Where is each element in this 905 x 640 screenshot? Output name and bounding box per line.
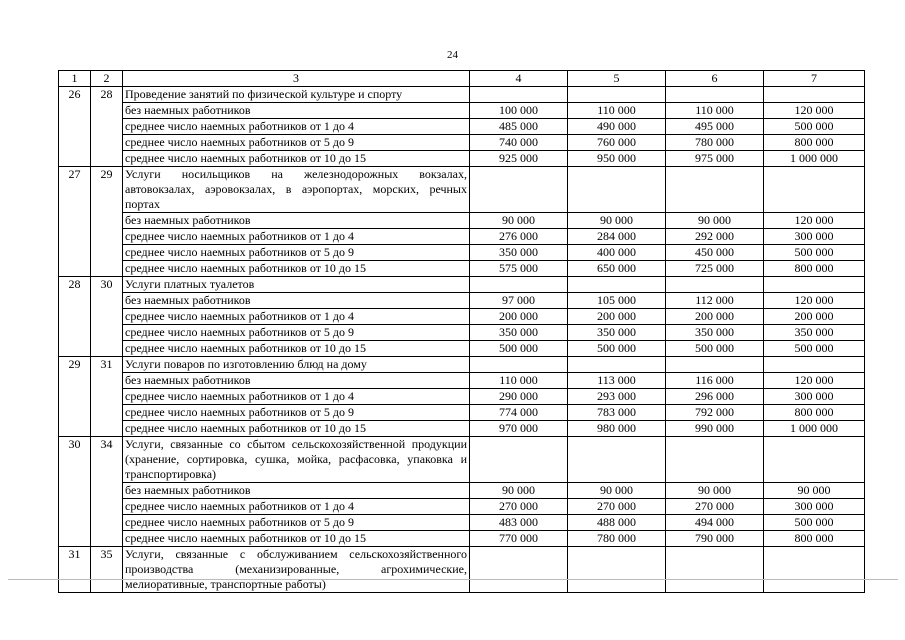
table-row	[59, 135, 865, 151]
value-cell: 725 000	[666, 261, 764, 277]
empty-cell	[470, 437, 568, 483]
value-cell: 800 000	[764, 405, 865, 421]
row-label: среднее число наемных работников от 10 до 15	[123, 261, 470, 277]
value-cell: 783 000	[568, 405, 666, 421]
value-cell: 500 000	[764, 119, 865, 135]
page-number: 24	[447, 49, 458, 61]
empty-cell	[764, 547, 865, 593]
value-cell: 105 000	[568, 293, 666, 309]
header-cell: 2	[91, 71, 123, 87]
empty-cell	[470, 277, 568, 293]
value-cell: 200 000	[764, 309, 865, 325]
value-cell: 300 000	[764, 389, 865, 405]
table-row	[59, 325, 865, 341]
row-label: без наемных работников	[123, 293, 470, 309]
value-cell: 483 000	[470, 515, 568, 531]
row-label: без наемных работников	[123, 373, 470, 389]
empty-cell	[568, 277, 666, 293]
value-cell: 97 000	[470, 293, 568, 309]
row-label: среднее число наемных работников от 1 до 4	[123, 499, 470, 515]
section-title: Услуги поваров по изготовлению блюд на дому	[123, 357, 470, 373]
empty-cell	[470, 547, 568, 593]
value-cell: 650 000	[568, 261, 666, 277]
value-cell: 760 000	[568, 135, 666, 151]
section-number: 29	[59, 357, 91, 437]
value-cell: 774 000	[470, 405, 568, 421]
empty-cell	[666, 167, 764, 213]
value-cell: 500 000	[764, 245, 865, 261]
value-cell: 494 000	[666, 515, 764, 531]
row-label: среднее число наемных работников от 5 до 9	[123, 515, 470, 531]
empty-cell	[666, 547, 764, 593]
value-cell: 292 000	[666, 229, 764, 245]
section-code: 31	[91, 357, 123, 437]
empty-cell	[764, 87, 865, 103]
value-cell: 350 000	[764, 325, 865, 341]
value-cell: 780 000	[666, 135, 764, 151]
table-row	[59, 421, 865, 437]
value-cell: 270 000	[470, 499, 568, 515]
empty-cell	[764, 277, 865, 293]
section-row	[59, 167, 865, 213]
row-label: среднее число наемных работников от 5 до 9	[123, 245, 470, 261]
value-cell: 200 000	[568, 309, 666, 325]
table-row	[59, 515, 865, 531]
table-row	[59, 405, 865, 421]
value-cell: 90 000	[470, 213, 568, 229]
empty-cell	[568, 87, 666, 103]
value-cell: 500 000	[470, 341, 568, 357]
row-label: без наемных работников	[123, 213, 470, 229]
empty-cell	[764, 167, 865, 213]
value-cell: 495 000	[666, 119, 764, 135]
section-number: 31	[59, 547, 91, 593]
value-cell: 200 000	[470, 309, 568, 325]
tariff-table	[58, 70, 865, 593]
table-row	[59, 119, 865, 135]
table-row	[59, 309, 865, 325]
section-code: 30	[91, 277, 123, 357]
table-row	[59, 213, 865, 229]
value-cell: 90 000	[666, 483, 764, 499]
value-cell: 450 000	[666, 245, 764, 261]
value-cell: 950 000	[568, 151, 666, 167]
value-cell: 120 000	[764, 373, 865, 389]
value-cell: 270 000	[568, 499, 666, 515]
table-body	[59, 87, 865, 593]
row-label: среднее число наемных работников от 1 до 4	[123, 309, 470, 325]
value-cell: 350 000	[666, 325, 764, 341]
value-cell: 500 000	[568, 341, 666, 357]
header-cell: 3	[123, 71, 470, 87]
table-row	[59, 499, 865, 515]
empty-cell	[470, 167, 568, 213]
value-cell: 296 000	[666, 389, 764, 405]
value-cell: 90 000	[764, 483, 865, 499]
section-row	[59, 437, 865, 483]
value-cell: 770 000	[470, 531, 568, 547]
value-cell: 488 000	[568, 515, 666, 531]
value-cell: 110 000	[568, 103, 666, 119]
value-cell: 90 000	[470, 483, 568, 499]
row-label: среднее число наемных работников от 5 до 9	[123, 325, 470, 341]
empty-cell	[764, 357, 865, 373]
value-cell: 284 000	[568, 229, 666, 245]
section-title: Услуги, связанные со сбытом сельскохозяйственной продукции (хранение, сортировка, сушка, мойка, расфасовка, упаковка и транспортировка)	[123, 437, 470, 483]
value-cell: 970 000	[470, 421, 568, 437]
section-row	[59, 87, 865, 103]
table-row	[59, 293, 865, 309]
section-title: Услуги, связанные с обслуживанием сельскохозяйственного производства (механизированные, агрохимические, мелиоративные, транспортные работы)	[123, 547, 470, 593]
value-cell: 90 000	[568, 483, 666, 499]
section-code: 35	[91, 547, 123, 593]
section-row	[59, 357, 865, 373]
empty-cell	[568, 547, 666, 593]
header-row	[59, 71, 865, 87]
empty-cell	[568, 437, 666, 483]
value-cell: 400 000	[568, 245, 666, 261]
value-cell: 500 000	[666, 341, 764, 357]
value-cell: 290 000	[470, 389, 568, 405]
page-edge-line	[8, 579, 898, 580]
value-cell: 792 000	[666, 405, 764, 421]
header-cell: 4	[470, 71, 568, 87]
table-row	[59, 389, 865, 405]
section-number: 26	[59, 87, 91, 167]
empty-cell	[666, 277, 764, 293]
empty-cell	[764, 437, 865, 483]
header-cell: 5	[568, 71, 666, 87]
value-cell: 1 000 000	[764, 421, 865, 437]
value-cell: 300 000	[764, 499, 865, 515]
table-row	[59, 103, 865, 119]
row-label: среднее число наемных работников от 1 до 4	[123, 389, 470, 405]
table-row	[59, 151, 865, 167]
value-cell: 200 000	[666, 309, 764, 325]
value-cell: 350 000	[568, 325, 666, 341]
table-row	[59, 483, 865, 499]
value-cell: 800 000	[764, 135, 865, 151]
section-row	[59, 277, 865, 293]
row-label: среднее число наемных работников от 1 до 4	[123, 119, 470, 135]
table-row	[59, 229, 865, 245]
value-cell: 276 000	[470, 229, 568, 245]
value-cell: 790 000	[666, 531, 764, 547]
section-code: 29	[91, 167, 123, 277]
value-cell: 500 000	[764, 515, 865, 531]
value-cell: 120 000	[764, 213, 865, 229]
value-cell: 740 000	[470, 135, 568, 151]
value-cell: 270 000	[666, 499, 764, 515]
section-code: 28	[91, 87, 123, 167]
empty-cell	[470, 357, 568, 373]
empty-cell	[470, 87, 568, 103]
value-cell: 300 000	[764, 229, 865, 245]
section-title: Услуги носильщиков на железнодорожных вокзалах, автовокзалах, аэровокзалах, в аэропортах, морских, речных портах	[123, 167, 470, 213]
value-cell: 800 000	[764, 531, 865, 547]
value-cell: 925 000	[470, 151, 568, 167]
value-cell: 990 000	[666, 421, 764, 437]
value-cell: 90 000	[568, 213, 666, 229]
table-row	[59, 261, 865, 277]
empty-cell	[666, 437, 764, 483]
empty-cell	[666, 357, 764, 373]
table-row	[59, 245, 865, 261]
header-cell: 6	[666, 71, 764, 87]
section-number: 28	[59, 277, 91, 357]
value-cell: 485 000	[470, 119, 568, 135]
row-label: среднее число наемных работников от 5 до 9	[123, 135, 470, 151]
value-cell: 980 000	[568, 421, 666, 437]
row-label: без наемных работников	[123, 103, 470, 119]
empty-cell	[568, 167, 666, 213]
header-cell: 7	[764, 71, 865, 87]
value-cell: 500 000	[764, 341, 865, 357]
value-cell: 780 000	[568, 531, 666, 547]
row-label: среднее число наемных работников от 10 до 15	[123, 341, 470, 357]
table-row	[59, 341, 865, 357]
row-label: среднее число наемных работников от 1 до 4	[123, 229, 470, 245]
section-code: 34	[91, 437, 123, 547]
value-cell: 90 000	[666, 213, 764, 229]
value-cell: 293 000	[568, 389, 666, 405]
value-cell: 1 000 000	[764, 151, 865, 167]
value-cell: 350 000	[470, 245, 568, 261]
header-cell: 1	[59, 71, 91, 87]
value-cell: 800 000	[764, 261, 865, 277]
value-cell: 110 000	[470, 373, 568, 389]
value-cell: 100 000	[470, 103, 568, 119]
value-cell: 113 000	[568, 373, 666, 389]
value-cell: 575 000	[470, 261, 568, 277]
section-title: Проведение занятий по физической культуре и спорту	[123, 87, 470, 103]
row-label: среднее число наемных работников от 5 до 9	[123, 405, 470, 421]
value-cell: 120 000	[764, 103, 865, 119]
value-cell: 116 000	[666, 373, 764, 389]
section-row	[59, 547, 865, 593]
section-number: 30	[59, 437, 91, 547]
section-title: Услуги платных туалетов	[123, 277, 470, 293]
value-cell: 350 000	[470, 325, 568, 341]
section-number: 27	[59, 167, 91, 277]
value-cell: 490 000	[568, 119, 666, 135]
value-cell: 975 000	[666, 151, 764, 167]
table-row	[59, 531, 865, 547]
empty-cell	[568, 357, 666, 373]
value-cell: 112 000	[666, 293, 764, 309]
value-cell: 110 000	[666, 103, 764, 119]
empty-cell	[666, 87, 764, 103]
row-label: среднее число наемных работников от 10 до 15	[123, 531, 470, 547]
value-cell: 120 000	[764, 293, 865, 309]
row-label: среднее число наемных работников от 10 до 15	[123, 151, 470, 167]
row-label: среднее число наемных работников от 10 до 15	[123, 421, 470, 437]
table-row	[59, 373, 865, 389]
row-label: без наемных работников	[123, 483, 470, 499]
